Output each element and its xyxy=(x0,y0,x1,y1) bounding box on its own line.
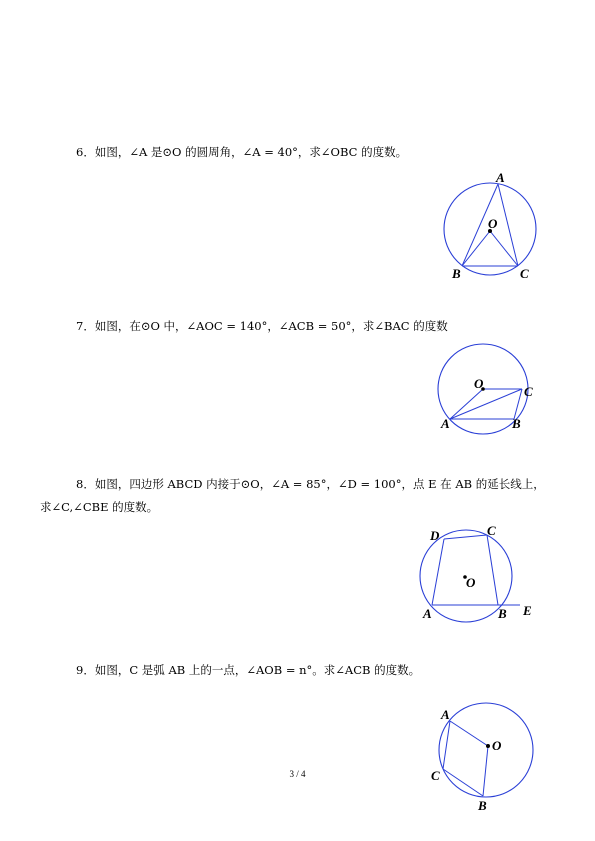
label-O-6: O xyxy=(488,216,498,231)
figure-9 xyxy=(428,700,543,815)
problem-9-text: 如图，C 是弧 AB 上的一点，∠AOB = n°。求∠ACB 的度数。 xyxy=(94,663,421,677)
problem-6-text: 如图，∠A 是⊙O 的圆周角，∠A = 40°，求∠OBC 的度数。 xyxy=(94,145,408,159)
label-A-8: A xyxy=(423,606,432,621)
figure-6 xyxy=(440,170,550,285)
label-C-9: C xyxy=(431,768,440,783)
label-B-9: B xyxy=(478,798,487,813)
label-E-8: E xyxy=(523,603,532,618)
segment-OA-7 xyxy=(450,389,483,419)
page-number: 3 / 4 xyxy=(289,769,306,779)
problem-7-text: 如图，在⊙O 中，∠AOC = 140°，∠ACB = 50°，求∠BAC 的度数 xyxy=(94,319,448,333)
label-C-6: C xyxy=(520,266,529,281)
label-B-8: B xyxy=(498,606,507,621)
problem-9 xyxy=(58,660,420,680)
center-point-9 xyxy=(486,744,490,748)
label-A-9: A xyxy=(441,707,450,722)
problem-8-text-line2: 求∠C,∠CBE 的度数。 xyxy=(40,500,159,514)
segment-OB-6 xyxy=(462,231,490,266)
label-A-6: A xyxy=(496,170,505,185)
problem-7 xyxy=(58,316,448,336)
problem-7-number: 7． xyxy=(76,319,95,333)
segment-BC-7 xyxy=(514,389,522,419)
problem-6-number: 6． xyxy=(76,145,95,159)
segment-DC-8 xyxy=(444,535,487,539)
label-C-8: C xyxy=(487,523,496,538)
problem-8-text-line1: 如图，四边形 ABCD 内接于⊙O，∠A = 85°，∠D = 100°，点 E 在 AB 的延长线上， xyxy=(94,477,545,491)
label-B-7: B xyxy=(512,416,521,431)
label-A-7: A xyxy=(441,416,450,431)
problem-8 xyxy=(40,474,545,517)
label-O-8: O xyxy=(466,575,476,590)
problem-8-number: 8． xyxy=(76,477,95,491)
label-D-8: D xyxy=(430,528,440,543)
segment-AO-9 xyxy=(450,721,488,746)
segment-AC-7 xyxy=(450,389,522,419)
problem-6 xyxy=(58,142,407,162)
label-O-9: O xyxy=(492,738,502,753)
segment-DA-8 xyxy=(432,539,444,605)
label-O-7: O xyxy=(474,376,484,391)
label-B-6: B xyxy=(452,266,461,281)
segment-CB-8 xyxy=(487,535,498,605)
problem-9-number: 9． xyxy=(76,663,95,677)
circle-9 xyxy=(439,703,533,797)
figure-7 xyxy=(432,345,547,440)
figure-8 xyxy=(418,520,543,625)
label-C-7: C xyxy=(524,384,533,399)
